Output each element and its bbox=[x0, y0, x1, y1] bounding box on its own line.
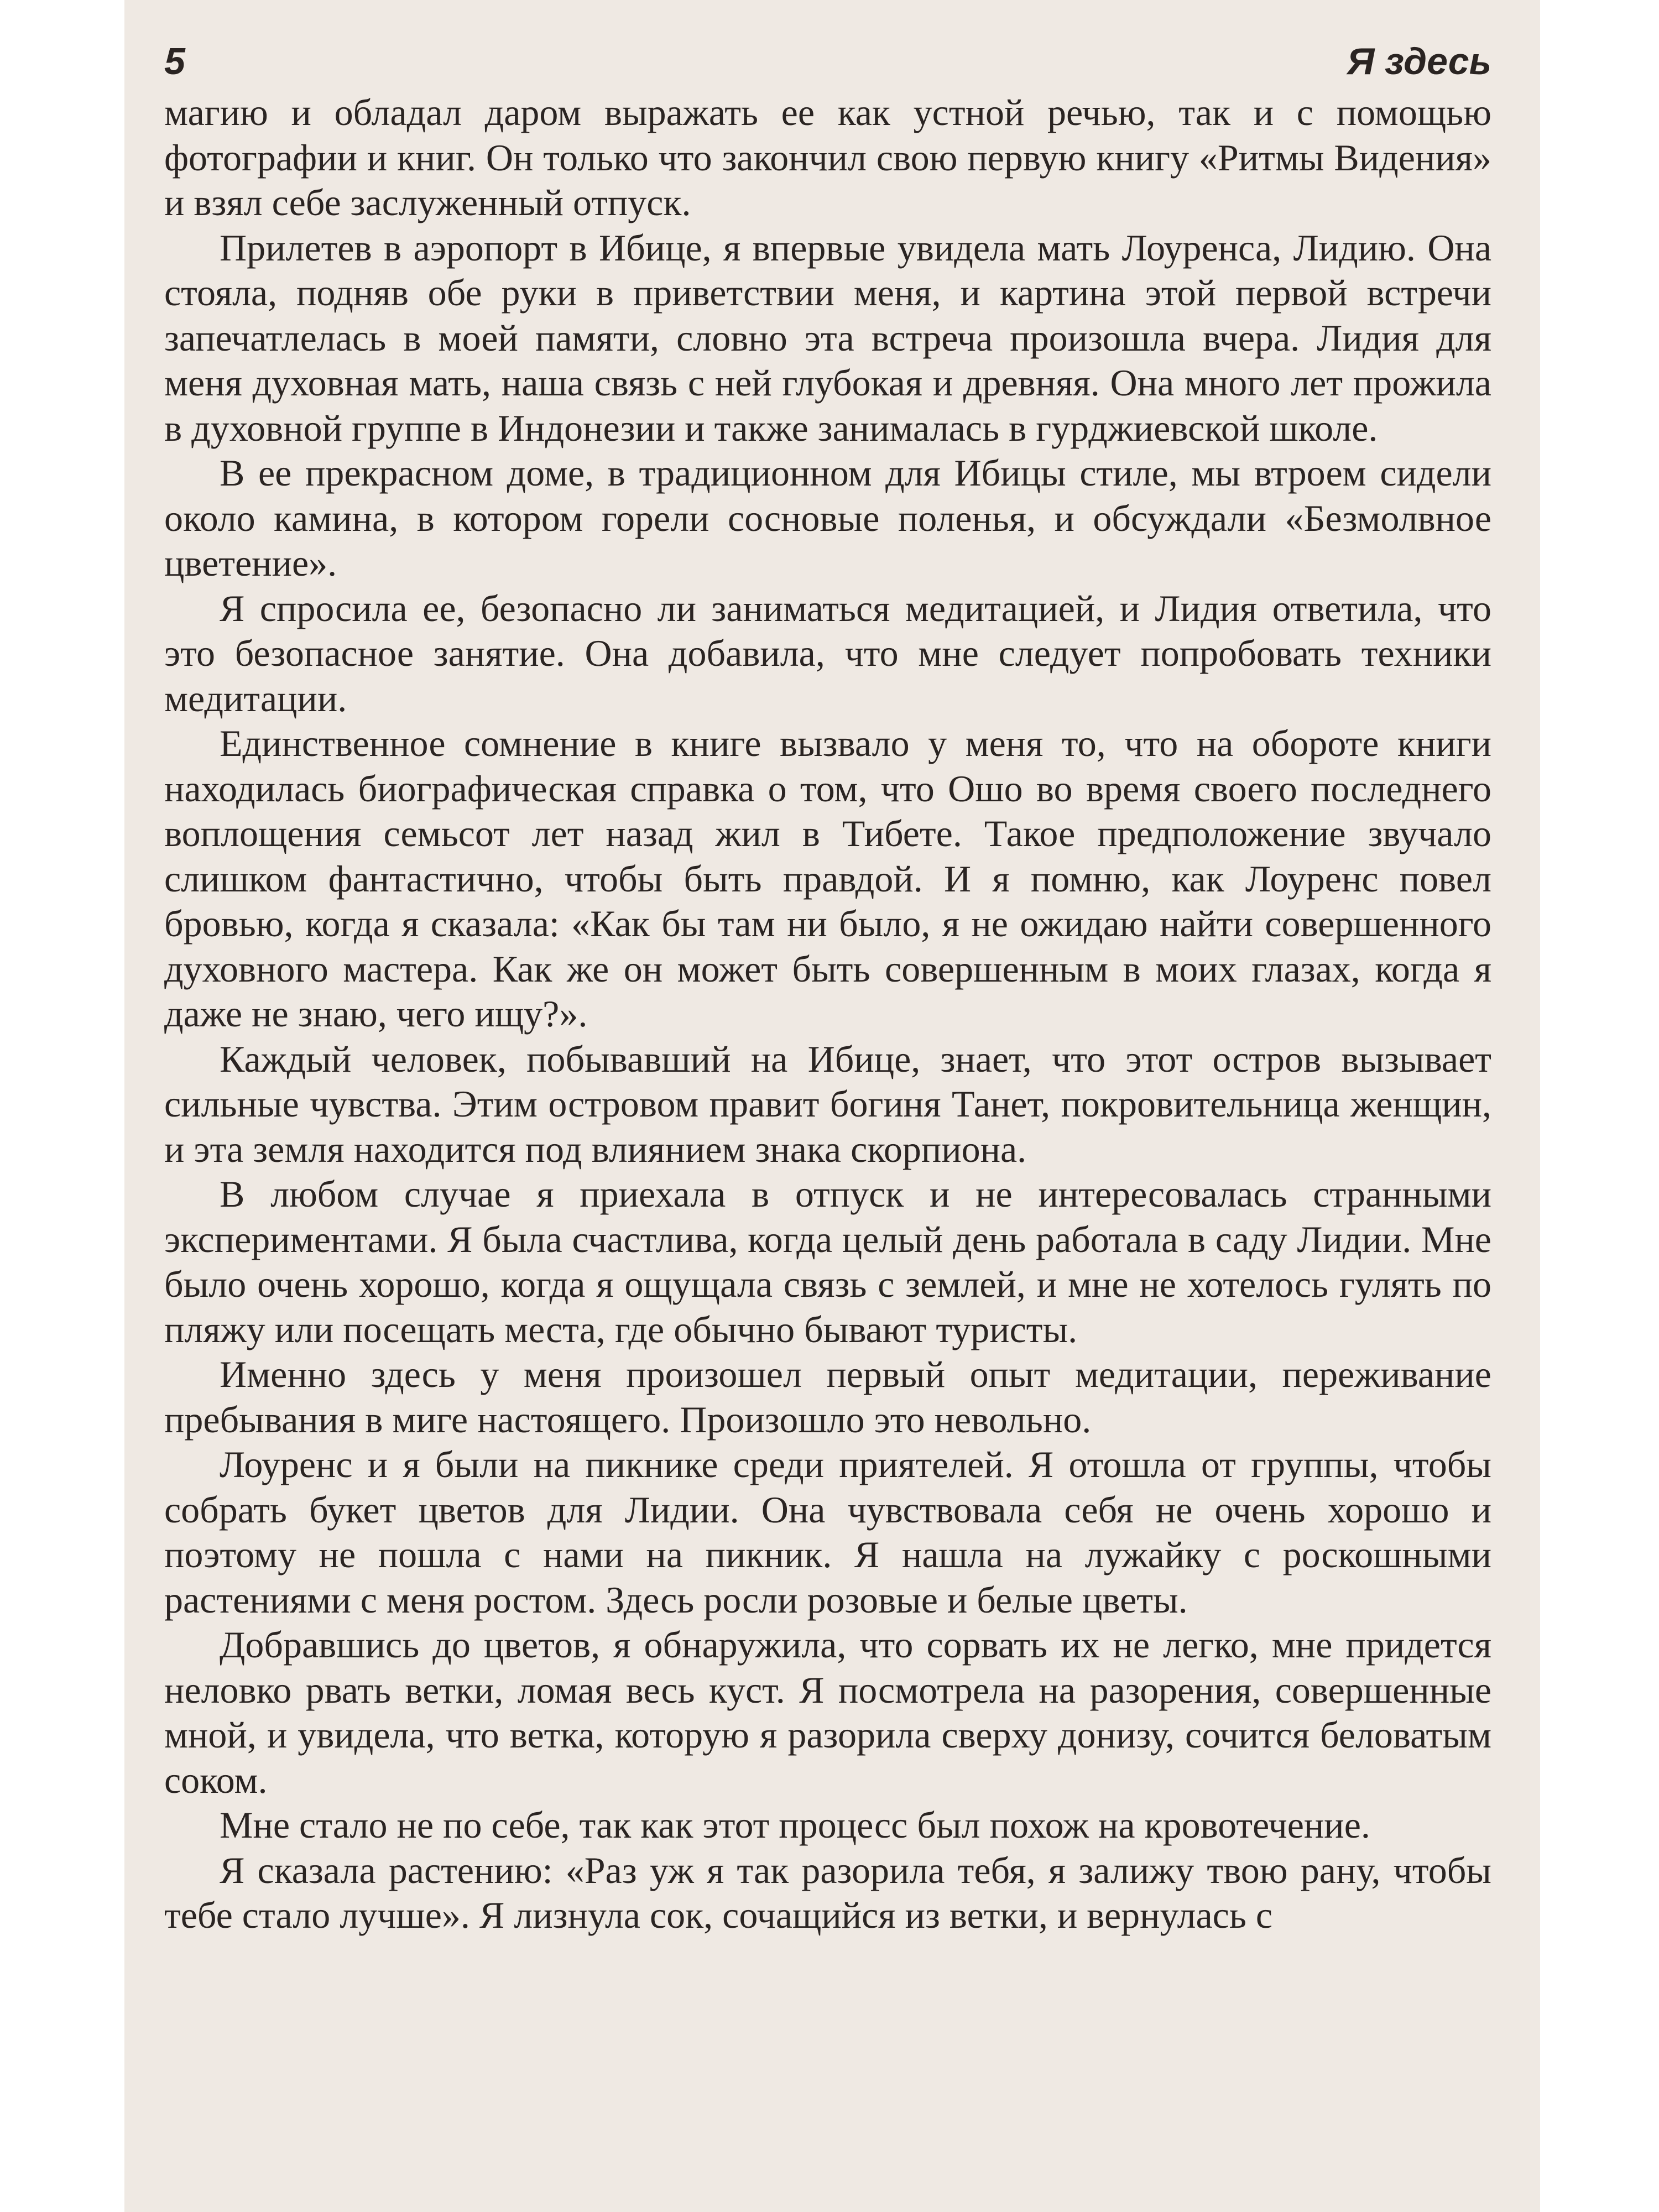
paragraph: В любом случае я приехала в отпуск и не интересовалась странными экспериментами. Я была счастлива, когда целый день работала в саду Лидии. Мне было очень хорошо, когда я ощущала связь с землей, и мне не хотелось гулять по пляжу или посещать места, где обычно бывают туристы. bbox=[164, 1173, 1491, 1350]
page-header bbox=[164, 40, 1491, 91]
paragraph: Именно здесь у меня произошел первый опыт медитации, переживание пребывания в миге настоящего. Произошло это невольно. bbox=[164, 1353, 1491, 1441]
paragraph: В ее прекрасном доме, в традиционном для Ибицы стиле, мы втроем сидели около камина, в котором горели сосновые поленья, и обсуждали «Безмолвное цветение». bbox=[164, 452, 1491, 584]
running-title: Я здесь bbox=[1347, 40, 1491, 82]
paragraph: Прилетев в аэропорт в Ибице, я впервые увидела мать Лоуренса, Лидию. Она стояла, подняв обе руки в приветствии меня, и картина этой первой встречи запечатлелась в моей памяти, словно эта встреча произошла вчера. Лидия для меня духовная мать, наша связь с ней глубокая и древняя. Она много лет прожила в духовной группе в Индонезии и также занималась в гурджиевской школе. bbox=[164, 226, 1491, 449]
paragraph: Добравшись до цветов, я обнаружила, что сорвать их не легко, мне придется неловко рвать ветки, ломая весь куст. Я посмотрела на разорения, совершенные мной, и увидела, что ветка, которую я разорила сверху донизу, сочится беловатым соком. bbox=[164, 1624, 1491, 1801]
paragraph: Я спросила ее, безопасно ли заниматься медитацией, и Лидия ответила, что это безопасное занятие. Она добавила, что мне следует попробовать техники медитации. bbox=[164, 587, 1491, 719]
paragraph: Мне стало не по себе, так как этот процесс был похож на кровотечение. bbox=[220, 1804, 1370, 1846]
book-page bbox=[124, 0, 1540, 2212]
paragraph: Единственное сомнение в книге вызвало у меня то, что на обороте книги находилась биографическая справка о том, что Ошо во время своего последнего воплощения семьсот лет назад жил в Тибете. Такое предположение звучало слишком фантастично, чтобы быть правдой. И я помню, как Лоуренс повел бровью, когда я сказала: «Как бы там ни было, я не ожидаю найти совершенного духовного мастера. Как же он может быть совершенным в моих глазах, когда я даже не знаю, чего ищу?». bbox=[164, 722, 1491, 1035]
paragraph: Лоуренс и я были на пикнике среди приятелей. Я отошла от группы, чтобы собрать букет цветов для Лидии. Она чувствовала себя не очень хорошо и поэтому не пошла с нами на пикник. Я нашла на лужайку с роскошными растениями с меня ростом. Здесь росли розовые и белые цветы. bbox=[164, 1443, 1491, 1621]
page-number: 5 bbox=[164, 40, 185, 82]
paragraph: магию и обладал даром выражать ее как устной речью, так и с помощью фотографии и книг. Он только что закончил свою первую книгу «Ритмы Видения» и взял себе заслуженный отпуск. bbox=[164, 91, 1491, 223]
page-body bbox=[164, 90, 1491, 1938]
paragraph: Я сказала растению: «Раз уж я так разорила тебя, я залижу твою рану, чтобы тебе стало лучше». Я лизнула сок, сочащийся из ветки, и вернулась с bbox=[164, 1849, 1491, 1936]
paragraph: Каждый человек, побывавший на Ибице, знает, что этот остров вызывает сильные чувства. Этим островом правит богиня Танет, покровительница женщин, и эта земля находится под влиянием знака скорпиона. bbox=[164, 1037, 1491, 1170]
